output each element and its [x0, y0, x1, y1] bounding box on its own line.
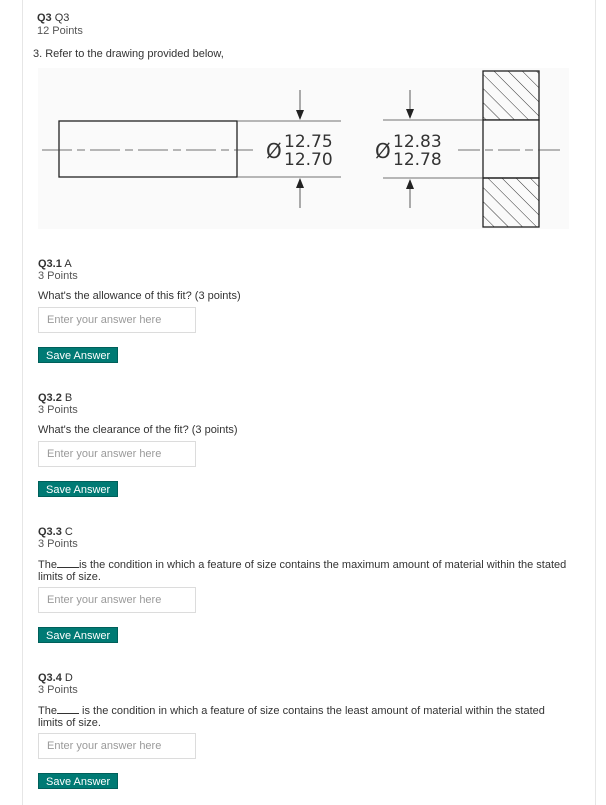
part-b-id: Q3.2 — [38, 392, 62, 404]
part-b-save-button[interactable]: Save Answer — [38, 481, 118, 497]
hole-arrow-up — [406, 179, 414, 189]
part-c-title: C — [64, 526, 73, 538]
part-c-prompt — [38, 558, 568, 583]
part-c-prompt-pre: The — [38, 559, 57, 571]
part-d-answer-input[interactable] — [38, 733, 196, 759]
hole-part-middle — [483, 120, 539, 178]
part-a-answer-input[interactable] — [38, 307, 196, 333]
hole-part-bottom — [483, 178, 539, 227]
part-d-prompt-pre: The — [38, 705, 57, 717]
part-d-id: Q3.4 — [38, 672, 62, 684]
question-header — [37, 12, 69, 24]
part-c-header — [38, 526, 73, 538]
hole-part-top — [483, 71, 539, 120]
part-c-answer-input[interactable] — [38, 587, 196, 613]
hole-dim-lower: 12.78 — [393, 150, 442, 170]
part-c-id: Q3.3 — [38, 526, 62, 538]
shaft-arrow-up — [296, 178, 304, 188]
fit-drawing-svg — [38, 68, 569, 229]
part-d-title: D — [64, 672, 73, 684]
part-a-save-button[interactable]: Save Answer — [38, 347, 118, 363]
part-c-points: 3 Points — [38, 538, 78, 550]
shaft-arrow-down — [296, 110, 304, 120]
part-d-prompt-post: is the condition in which a feature of size contains the least amount of material within the stated limits of size. — [38, 705, 545, 729]
shaft-outline — [59, 121, 237, 177]
part-d-points: 3 Points — [38, 684, 78, 696]
part-c-save-button[interactable]: Save Answer — [38, 627, 118, 643]
part-b-title: B — [64, 392, 73, 404]
question-points: 12 Points — [37, 25, 83, 37]
part-a-prompt: What's the allowance of this fit? (3 points) — [38, 290, 241, 302]
part-d-save-button[interactable]: Save Answer — [38, 773, 118, 789]
part-d-blank — [57, 704, 79, 714]
part-a-header — [38, 258, 72, 270]
part-b-answer-input[interactable] — [38, 441, 196, 467]
hole-arrow-down — [406, 109, 414, 119]
part-a-id: Q3.1 — [38, 258, 62, 270]
part-c-prompt-post: is the condition in which a feature of size contains the maximum amount of material within the stated limits of size. — [38, 559, 567, 583]
question-title: Q3 — [54, 12, 70, 24]
hole-diameter-symbol: Ø — [375, 139, 391, 163]
fit-drawing — [38, 68, 569, 229]
part-a-title: A — [64, 258, 72, 270]
hole-dim-upper: 12.83 — [393, 132, 442, 152]
shaft-diameter-symbol: Ø — [266, 139, 282, 163]
question-id: Q3 — [37, 12, 52, 24]
part-a-points: 3 Points — [38, 270, 78, 282]
shaft-dim-upper: 12.75 — [284, 132, 333, 152]
part-c-blank — [57, 558, 79, 568]
question-intro: 3. Refer to the drawing provided below, — [33, 48, 224, 60]
part-b-prompt: What's the clearance of the fit? (3 points) — [38, 424, 238, 436]
part-b-header — [38, 392, 72, 404]
shaft-dim-lower: 12.70 — [284, 150, 333, 170]
part-d-header — [38, 672, 73, 684]
part-b-points: 3 Points — [38, 404, 78, 416]
part-d-prompt — [38, 704, 568, 729]
